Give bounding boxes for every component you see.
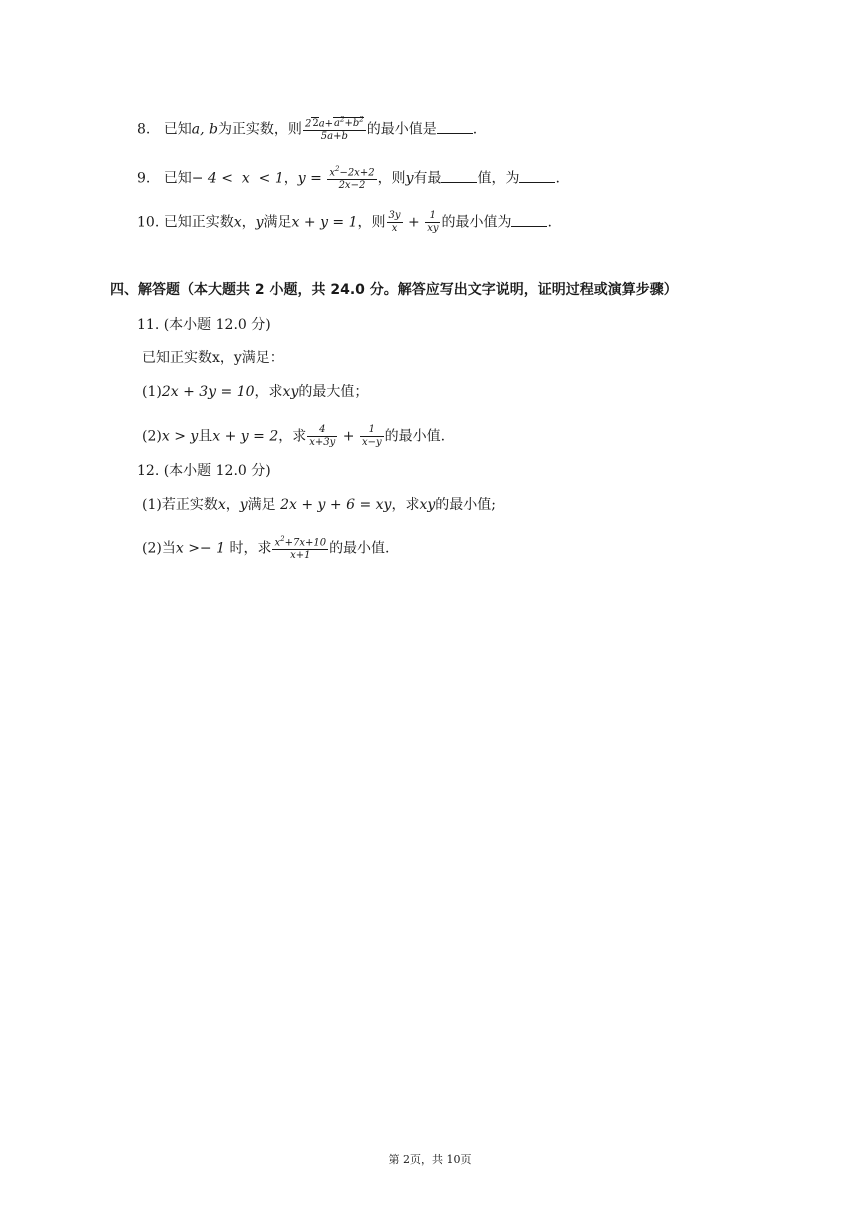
question-text: 的最大值； (298, 384, 369, 400)
question-text: 满足 (247, 497, 281, 513)
part-label: (1) (142, 384, 162, 400)
question-11-part-2: (2)x > y且x + y = 2，求 $\frac{4}{x+3y}$ + $\frac{1}{x-y}$ 的最小值. (142, 424, 446, 448)
question-number: 10. (137, 214, 160, 231)
math-var: y (255, 214, 264, 231)
question-text: 的最小值. (329, 540, 390, 557)
math-expr: − 4 < x < 1 (191, 170, 284, 187)
question-text: ， (241, 214, 256, 231)
math-var: xy (282, 384, 299, 400)
fraction: $\frac{1}{x-y}$ (361, 424, 382, 448)
question-number: 9. (137, 170, 151, 187)
math-var: xy (419, 497, 436, 513)
question-11-header: 11. (本小题 12.0 分) (137, 317, 271, 333)
question-text: ， (283, 170, 298, 187)
math-expr: x > y (161, 428, 199, 445)
fraction: $\frac{3y}{x}$ (388, 210, 401, 234)
question-11-part-1 (142, 385, 368, 399)
question-11-intro: 已知正实数x，y满足： (142, 350, 284, 366)
section-title: 四、解答题（本大题共 2 小题，共 24.0 分。解答应写出文字说明，证明过程或演算步骤） (110, 282, 678, 298)
page-footer: 第 2页，共 10页 (388, 1153, 472, 1166)
question-text: 的最小值. (384, 428, 446, 445)
question-12-header: 12. (本小题 12.0 分) (137, 463, 271, 479)
fraction: $\frac{22a+a^2+b^2}{5a+b}$ (304, 116, 364, 143)
question-text: 的最小值是 (366, 121, 437, 138)
question-text: (2)当 (142, 540, 176, 557)
question-9 (137, 166, 560, 191)
math-expr: x + y = 1 (291, 214, 358, 231)
question-text: 为正实数，则 (217, 121, 302, 138)
answer-blank (511, 214, 547, 227)
answer-blank (437, 121, 473, 134)
math-var: x (217, 497, 226, 513)
question-text: ，求 (391, 497, 420, 513)
math-var: y (405, 170, 414, 187)
question-10: 10. 已知正实数x，y满足x + y = 1，则 $\frac{3y}{x}$ + $\frac{1}{xy}$ 的最小值为 . (137, 210, 552, 234)
question-text: ， (225, 497, 240, 513)
period: . (547, 214, 552, 231)
question-text: 已知正实数 (163, 214, 234, 231)
question-text: 有最 (413, 170, 442, 187)
period: . (472, 121, 478, 138)
question-text: 已知 (163, 121, 192, 138)
question-number: 8. (137, 121, 151, 138)
question-text: 满足 (263, 214, 292, 231)
answer-blank (519, 170, 555, 183)
math-expr: x >− 1 (175, 540, 226, 557)
period: . (555, 170, 560, 187)
fraction: $\frac{1}{xy}$ (427, 210, 439, 234)
answer-blank (441, 170, 477, 183)
question-text: 的最小值; (435, 497, 496, 513)
math-expr: x + y = 2 (212, 428, 279, 445)
fraction: $\frac{4}{x+3y}$ (309, 424, 336, 448)
math-var: x (233, 214, 242, 231)
question-text: 已知 (163, 170, 192, 187)
question-text: 值，为 (477, 170, 520, 187)
question-text: ，则 (377, 170, 406, 187)
question-12-part-2 (142, 536, 390, 561)
question-text: ，则 (357, 214, 386, 231)
math-var: y (239, 497, 248, 513)
math-expr: y = (297, 170, 327, 187)
question-12-part-1 (142, 498, 496, 512)
question-text: 的最小值为 (441, 214, 512, 231)
question-text: ，求 (278, 428, 307, 445)
question-8 (137, 117, 477, 142)
part-label: (2) (142, 428, 162, 445)
question-text: 且 (198, 428, 213, 445)
math-expr: 2x + y + 6 = xy (280, 497, 392, 513)
question-text: ，求 (254, 384, 283, 400)
question-text: (1)若正实数 (142, 497, 218, 513)
math-expr: a, b (191, 121, 218, 138)
question-text: 时，求 (225, 540, 272, 557)
fraction: $\frac{x^2-2x+2}{2x-2}$ (329, 165, 375, 192)
fraction: $\frac{x^2+7x+10}{x+1}$ (274, 535, 327, 562)
math-expr: 2x + 3y = 10 (161, 384, 255, 400)
